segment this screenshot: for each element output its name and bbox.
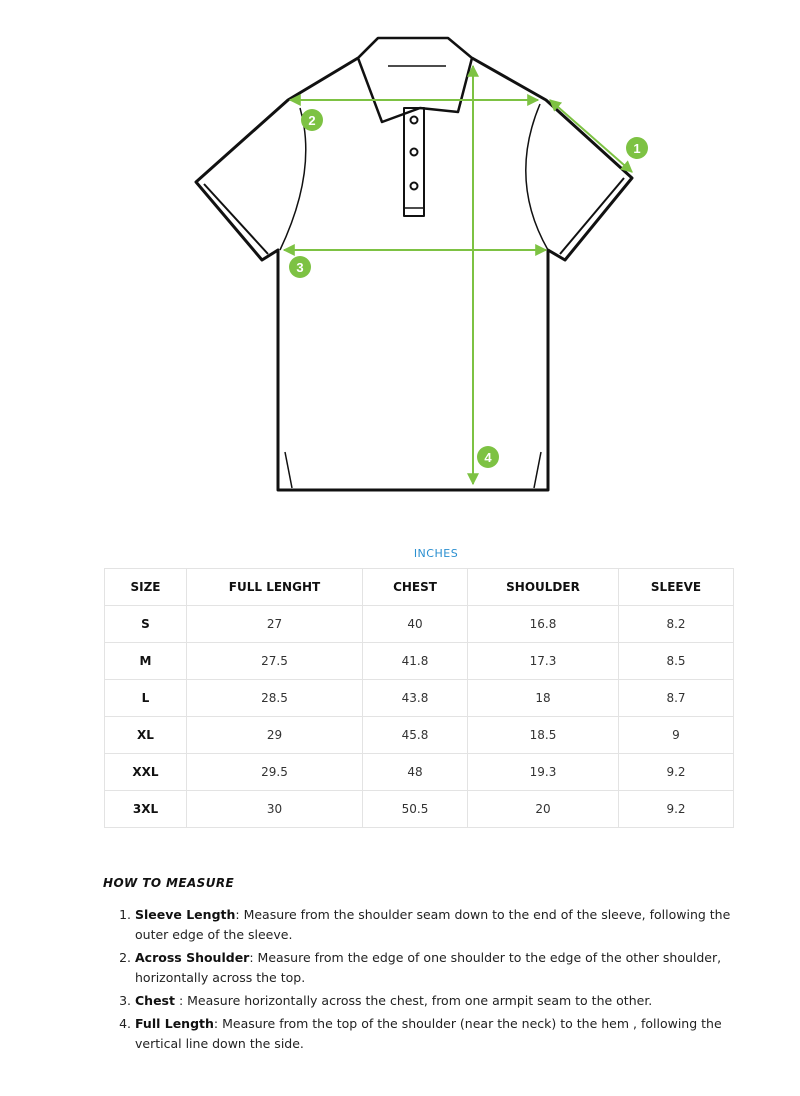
column-header: SHOULDER — [468, 569, 619, 606]
shirt-button — [411, 117, 418, 124]
list-item — [135, 905, 735, 945]
polo-shirt-diagram — [0, 0, 800, 520]
measure-term: Chest — [135, 993, 175, 1008]
column-header: SLEEVE — [619, 569, 734, 606]
size-cell: L — [105, 680, 187, 717]
table-cell: 27 — [187, 606, 363, 643]
shirt-button — [411, 149, 418, 156]
table-cell: 45.8 — [363, 717, 468, 754]
term-separator: : — [235, 907, 240, 922]
measure-description: Measure from the edge of one shoulder to the edge of the other shoulder, horizontally across the top. — [135, 950, 722, 985]
measure-description: Measure from the top of the shoulder (near the neck) to the hem , following the vertical line down the side. — [135, 1016, 722, 1051]
size-cell: XL — [105, 717, 187, 754]
table-cell: 19.3 — [468, 754, 619, 791]
table-cell: 50.5 — [363, 791, 468, 828]
table-cell: 9 — [619, 717, 734, 754]
table-row — [105, 643, 734, 680]
table-row — [105, 791, 734, 828]
size-cell: 3XL — [105, 791, 187, 828]
placket-buttons — [411, 117, 418, 190]
unit-label: INCHES — [413, 547, 459, 560]
table-row — [105, 754, 734, 791]
table-cell: 18 — [468, 680, 619, 717]
measure-description: Measure horizontally across the chest, from one armpit seam to the other. — [183, 993, 653, 1008]
size-chart-table — [104, 568, 734, 828]
table-row — [105, 606, 734, 643]
measure-description: Measure from the shoulder seam down to the end of the sleeve, following the outer edge of the sleeve. — [135, 907, 731, 942]
marker-badges — [289, 109, 648, 468]
size-cell: S — [105, 606, 187, 643]
marker-1 — [626, 137, 648, 159]
table-cell: 18.5 — [468, 717, 619, 754]
table-cell: 41.8 — [363, 643, 468, 680]
table-cell: 9.2 — [619, 791, 734, 828]
table-cell: 28.5 — [187, 680, 363, 717]
table-cell: 27.5 — [187, 643, 363, 680]
list-item — [135, 948, 735, 988]
column-header: CHEST — [363, 569, 468, 606]
table-cell: 8.5 — [619, 643, 734, 680]
column-header: FULL LENGHT — [187, 569, 363, 606]
table-cell: 48 — [363, 754, 468, 791]
table-cell: 29.5 — [187, 754, 363, 791]
marker-label: 4 — [484, 450, 492, 465]
measure-term: Full Length — [135, 1016, 214, 1031]
marker-label: 3 — [296, 260, 304, 275]
marker-4 — [477, 446, 499, 468]
size-diagram — [0, 0, 800, 520]
table-cell: 8.7 — [619, 680, 734, 717]
table-cell: 29 — [187, 717, 363, 754]
marker-label: 1 — [633, 141, 641, 156]
marker-label: 2 — [308, 113, 316, 128]
table-cell: 16.8 — [468, 606, 619, 643]
size-cell: XXL — [105, 754, 187, 791]
shirt-button — [411, 183, 418, 190]
marker-3 — [289, 256, 311, 278]
table-cell: 17.3 — [468, 643, 619, 680]
list-item — [135, 1014, 735, 1054]
term-separator: : — [249, 950, 254, 965]
how-to-measure-heading: HOW TO MEASURE — [103, 876, 235, 890]
term-separator: : — [174, 993, 184, 1008]
table-cell: 43.8 — [363, 680, 468, 717]
term-separator: : — [213, 1016, 219, 1031]
table-cell: 40 — [363, 606, 468, 643]
measure-term: Across Shoulder — [135, 950, 250, 965]
column-header: SIZE — [105, 569, 187, 606]
table-cell: 9.2 — [619, 754, 734, 791]
marker-2 — [301, 109, 323, 131]
table-cell: 8.2 — [619, 606, 734, 643]
shirt-outline — [196, 38, 632, 490]
table-row — [105, 717, 734, 754]
table-header-row — [105, 569, 734, 606]
size-cell: M — [105, 643, 187, 680]
table-cell: 30 — [187, 791, 363, 828]
table-row — [105, 680, 734, 717]
sleeve-arrow — [550, 100, 632, 172]
list-item — [135, 991, 735, 1011]
how-to-measure-list — [110, 905, 735, 1057]
table-cell: 20 — [468, 791, 619, 828]
measure-term: Sleeve Length — [135, 907, 236, 922]
